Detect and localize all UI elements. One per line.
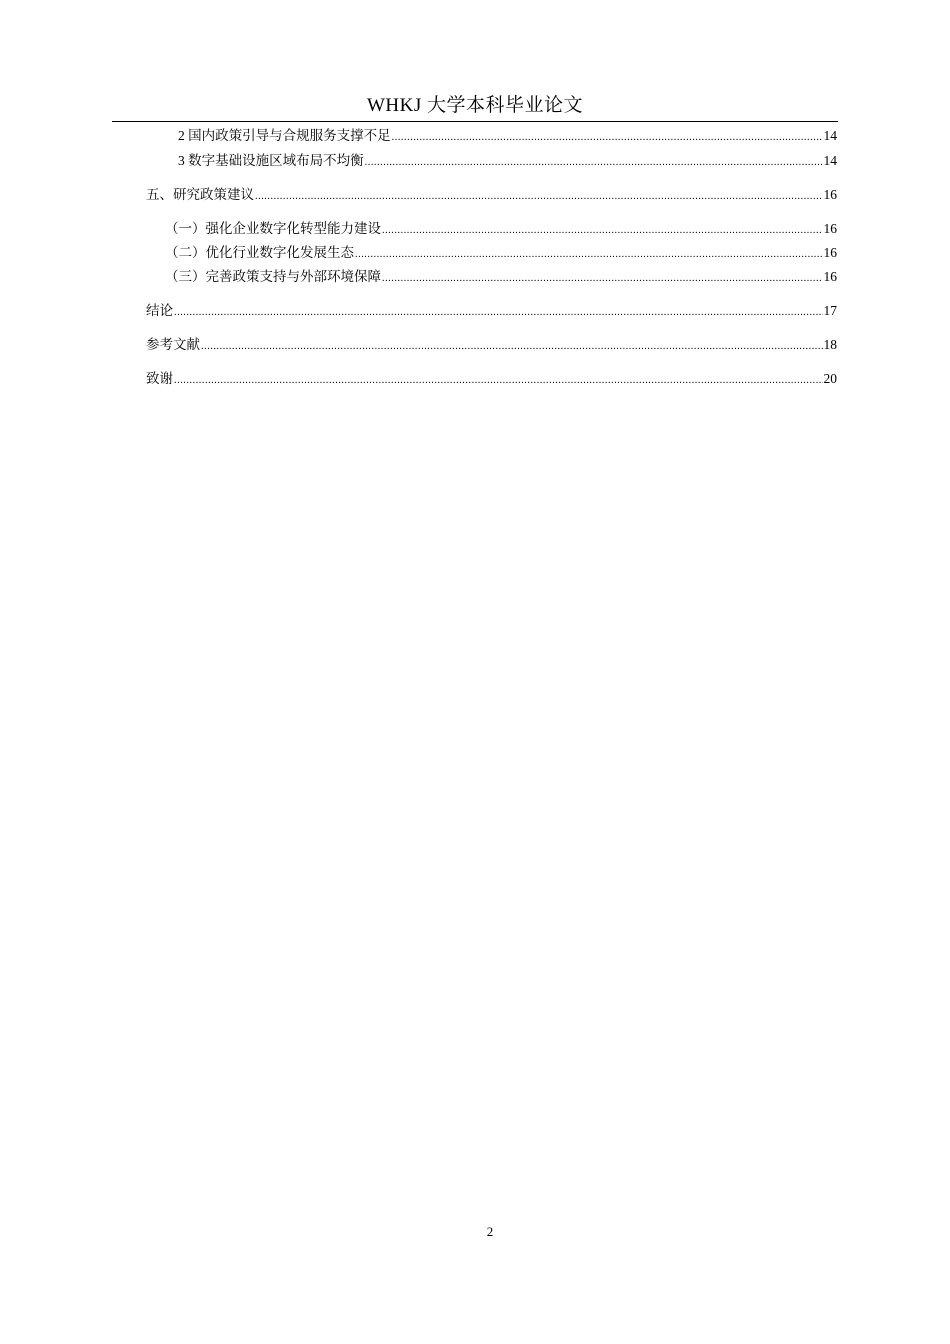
page-number: 2 [486, 1224, 494, 1239]
toc-entry-page: 18 [823, 337, 837, 352]
toc-entry-label: 五、研究政策建议 [146, 187, 254, 202]
toc-entry-label: 2 国内政策引导与合规服务支撑不足 [178, 128, 391, 143]
toc-entry-label: 3 数字基础设施区域布局不均衡 [178, 153, 364, 168]
toc-entry-page: 16 [823, 187, 837, 202]
toc-entry[interactable] [165, 220, 837, 238]
toc-entry-page: 17 [823, 303, 837, 318]
toc-entry[interactable] [146, 186, 837, 204]
toc-entry[interactable] [178, 152, 837, 170]
toc-entry[interactable] [178, 127, 837, 145]
toc-entry[interactable] [165, 268, 837, 286]
toc-entry-label: （三）完善政策支持与外部环境保障 [165, 269, 381, 284]
toc-leader [255, 186, 823, 204]
toc-entry[interactable] [146, 336, 837, 354]
toc-leader [365, 152, 823, 170]
running-header: WHKJ 大学本科毕业论文 [366, 95, 584, 116]
toc-entry-page: 16 [823, 269, 837, 284]
toc-entry[interactable] [146, 302, 837, 320]
toc-leader [174, 370, 823, 388]
toc-leader [382, 268, 823, 286]
toc-entry[interactable] [146, 370, 837, 388]
toc-entry-label: 参考文献 [146, 337, 200, 352]
toc-entry-page: 20 [823, 371, 837, 386]
header-rule [112, 121, 838, 122]
toc-entry-page: 14 [823, 153, 837, 168]
toc-entry-page: 14 [823, 128, 837, 143]
toc-leader [174, 302, 823, 320]
toc-entry[interactable] [165, 244, 837, 262]
toc-entry-page: 16 [823, 221, 837, 236]
toc-leader [201, 336, 823, 354]
toc-entry-page: 16 [823, 245, 837, 260]
toc-leader [355, 244, 823, 262]
toc-leader [382, 220, 823, 238]
toc-entry-label: （一）强化企业数字化转型能力建设 [165, 221, 381, 236]
toc-entry-label: （二）优化行业数字化发展生态 [165, 245, 354, 260]
toc-entry-label: 致谢 [146, 371, 173, 386]
toc-entry-label: 结论 [146, 303, 173, 318]
toc-leader [392, 127, 823, 145]
